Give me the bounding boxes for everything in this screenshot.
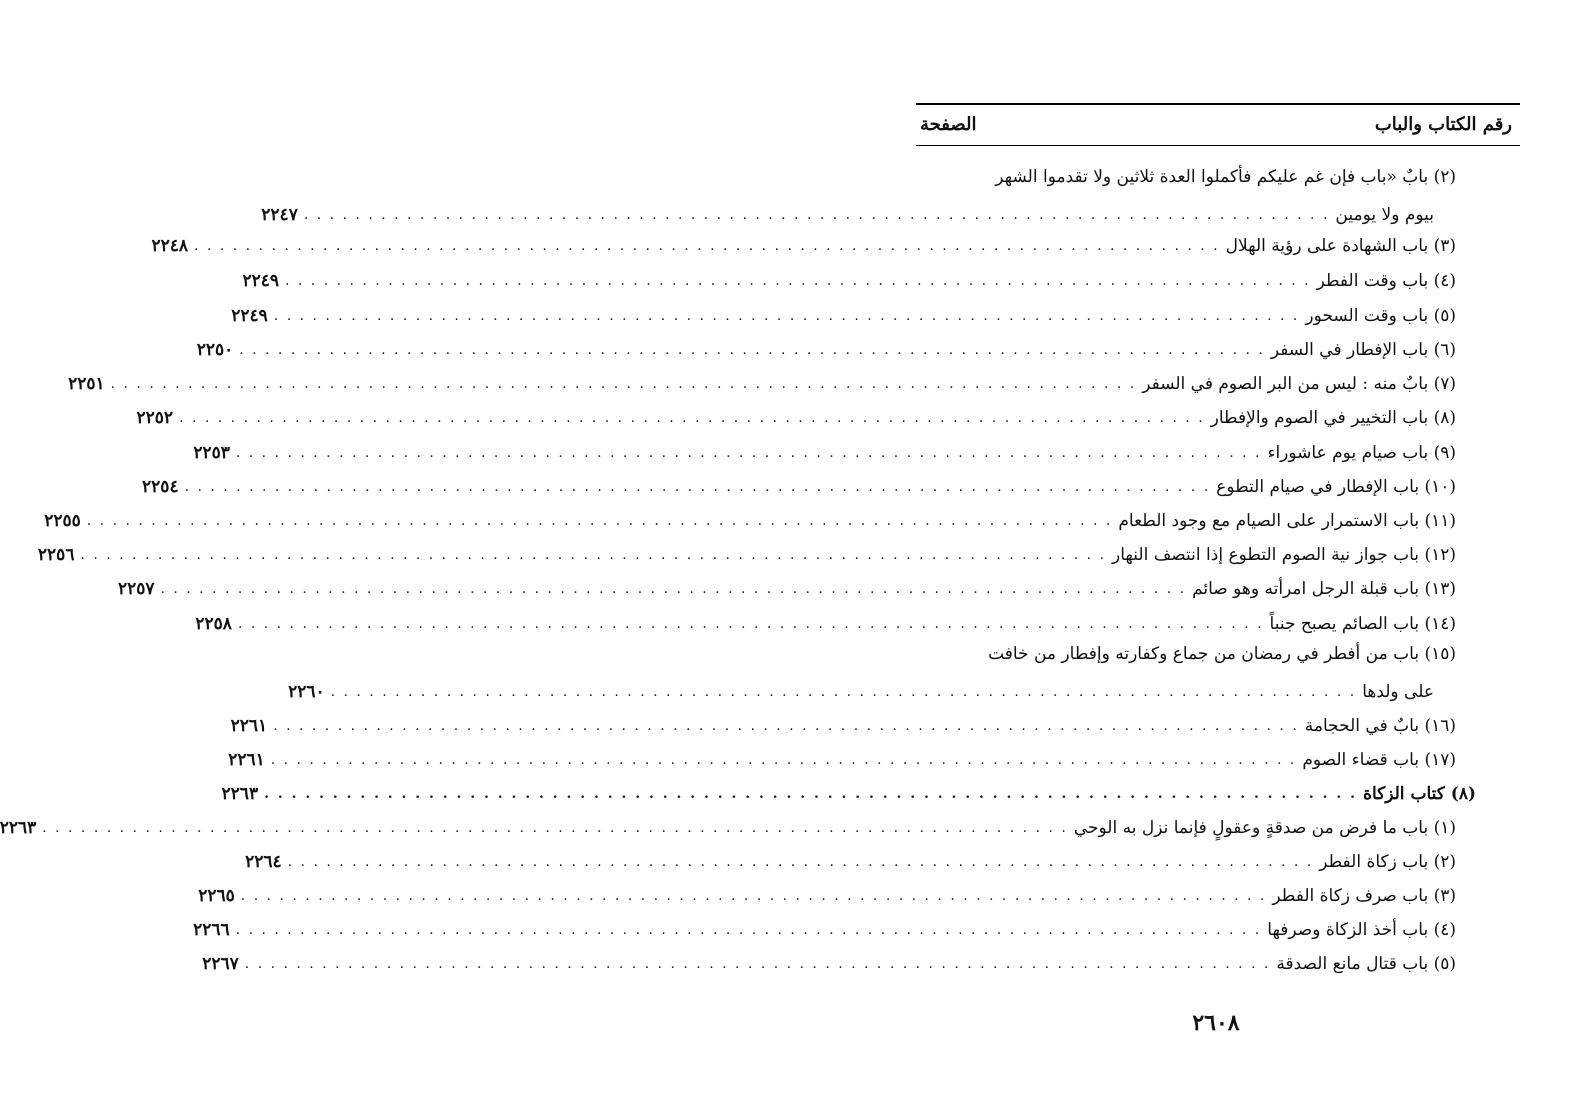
leader-dots: . . . . . . . . . . . . . . . . . . . . . . . . . . . . . . . . . . . . . . . . . . . . . . . . . . . . . . . . . . . . . . . . . . . . . . . . . . . . . . . .: [303, 207, 1330, 223]
toc-entry-page: ٢٢٤٨: [151, 236, 189, 256]
toc-entry: [0, 814, 1456, 842]
toc-entry: [202, 950, 1456, 978]
leader-dots: . . . . . . . . . . . . . . . . . . . . . . . . . . . . . . . . . . . . . . . . . . . . . . . . . . . . . . . . . . . . . . . . . . . . . . . . . . . . . . . .: [270, 752, 1297, 768]
toc-entry-title: (١٤) باب الصائم يصبح جنباً: [1269, 614, 1456, 634]
toc-entry-page: ٢٢٥٧: [117, 579, 155, 599]
toc-entry: [242, 267, 1456, 295]
toc-entry: [198, 882, 1456, 910]
toc-entry: [37, 541, 1456, 569]
toc-entry-title: (١٠) باب الإفطار في صيام التطوع: [1216, 477, 1456, 497]
leader-dots: . . . . . . . . . . . . . . . . . . . . . . . . . . . . . . . . . . . . . . . . . . . . . . . . . . . . . . . . . . . . . . . . . . . . . . . . . . . . . . . .: [273, 718, 1299, 734]
toc-entry-page: ٢٢٦٦: [193, 920, 230, 940]
toc-entry-title: (٤) باب أخذ الزكاة وصرفها: [1267, 920, 1456, 940]
toc-entry: [196, 336, 1456, 364]
toc-entry: [245, 848, 1456, 876]
toc-entry-page: ٢٢٦٠: [288, 682, 325, 702]
leader-dots: . . . . . . . . . . . . . . . . . . . . . . . . . . . . . . . . . . . . . . . . . . . . . . . . . . . . . . . . . . . . . . . . . . . . . . . . . . . . . . . .: [330, 684, 1357, 700]
toc-entry: [68, 370, 1456, 398]
toc-entry: [151, 232, 1456, 260]
header-book-chapter-label: رقم الكتاب والباب: [1374, 114, 1512, 135]
toc-entry-page: ٢٢٥١: [68, 374, 105, 394]
toc-entry-title: (١٦) بابٌ في الحجامة: [1304, 716, 1456, 736]
toc-entry-page: ٢٢٥٠: [196, 340, 234, 360]
toc-entry: [136, 404, 1456, 432]
leader-dots: . . . . . . . . . . . . . . . . . . . . . . . . . . . . . . . . . . . . . . . . . . . . . . . . . . . . . . . . . . . . . . . . . . . . . . . . . . . . . . . .: [110, 376, 1137, 392]
toc-entry-title: (١٧) باب قضاء الصوم: [1302, 750, 1456, 770]
toc-entry: [193, 439, 1456, 467]
toc-entry-page: ٢٢٦٧: [202, 954, 239, 974]
toc-entry-title: (١٢) باب جواز نية الصوم التطوع إذا انتصف النهار: [1112, 545, 1456, 565]
toc-entry-title: (٧) بابٌ منه : ليس من البر الصوم في السفر: [1142, 374, 1456, 394]
leader-dots: . . . . . . . . . . . . . . . . . . . . . . . . . . . . . . . . . . . . . . . . . . . . . . . . . . . . . . . . . . . . . . . . . . . . . . . . . . . . . . . .: [184, 479, 1211, 495]
header-rule: [916, 145, 1520, 146]
leader-dots: . . . . . . . . . . . . . . . . . . . . . . . . . . . . . . . . . . . . . . . . . . . . . . . . . . . . . . . . . . . . . . . . . . . . . . . . . . . . . . . .: [237, 616, 1264, 632]
header-page-label: الصفحة: [920, 114, 977, 135]
toc-entry-page: ٢٢٦١: [228, 750, 265, 770]
leader-dots: . . . . . . . . . . . . . . . . . . . . . . . . . . . . . . . . . . . . . . . . . . . . . . . . . . . . . . . . . . . . . . . . . . . . . . . . . . . . . . . .: [194, 238, 1220, 254]
toc-entry-title: (١) باب ما فرض من صدقةٍ وعقولٍ فإنما نزل به الوحي: [1073, 818, 1456, 838]
toc-entry-title: (٨) كتاب الزكاة: [1363, 784, 1476, 804]
leader-dots: . . . . . . . . . . . . . . . . . . . . . . . . . . . . . . . . . . . . . . . . . . . . . . . . . . . . . . . . . . . . . . . . . . . . . . . . . . . . . . . .: [240, 888, 1267, 904]
toc-entry-title: (٨) باب التخيير في الصوم والإفطار: [1210, 408, 1456, 428]
toc-entry: [230, 712, 1456, 740]
leader-dots: . . . . . . . . . . . . . . . . . . . . . . . . . . . . . . . . . . . . . . . . . . . . . . . . . . . . . . . . . . . . . . . . . . . . . . . . . . . . . . . .: [244, 956, 1271, 972]
toc-entry: [228, 746, 1456, 774]
toc-entry: [142, 473, 1456, 501]
toc-entry-page: ٢٢٥٦: [37, 545, 75, 565]
toc-entry-title: (٣) باب الشهادة على رؤية الهلال: [1225, 236, 1456, 256]
toc-entry: [44, 507, 1456, 535]
toc-entry-title: (١٣) باب قبلة الرجل امرأته وهو صائم: [1192, 579, 1456, 599]
toc-entry-page: ٢٢٥٥: [44, 511, 81, 531]
toc-entry-title: (٤) باب وقت الفطر: [1316, 271, 1456, 291]
leader-dots: . . . . . . . . . . . . . . . . . . . . . . . . . . . . . . . . . . . . . . . . . . . . . . . . . . . . . . . . . . . . . . . . . . . . . . . . . . . . . . . .: [285, 273, 1311, 289]
toc-entry-page: ٢٢٦٥: [198, 886, 235, 906]
leader-dots: . . . . . . . . . . . . . . . . . . . . . . . . . . . . . . . . . . . . . . . . . . . . . . . . . . . . . . . . . . . . . . . . . . . . . . . . . . . . . . . .: [42, 820, 1068, 836]
toc-entry: [117, 575, 1456, 603]
toc-entry-page: ٢٢٦٣: [0, 818, 37, 838]
leader-dots: . . . . . . . . . . . . . . . . . . . . . . . . . . . . . . . . . . . . . . . . . . . . . . . . . . . . . . . . . . . . . . . . . . . . . . . . . . . . . . . .: [179, 410, 1205, 426]
toc-entry-title: (٢) باب زكاة الفطر: [1319, 852, 1456, 872]
leader-dots: . . . . . . . . . . . . . . . . . . . . . . . . . . . . . . . . . . . . . . . . . . . . . . . . . . . . . . . . . . . . . . . . . . . . . . . . . . . . . . . .: [80, 547, 1107, 563]
leader-dots: . . . . . . . . . . . . . . . . . . . . . . . . . . . . . . . . . . . . . . . . . . . . . . . . . . . . . . . . . . . . . . . . . . . . . . . . . . . . . . . .: [273, 308, 1300, 324]
leader-dots: . . . . . . . . . . . . . . . . . . . . . . . . . . . . . . . . . . . . . . . . . . . . . . . . . . . . . . . . . . . . . . . . . . . . . . . . . . . . . . . .: [160, 581, 1187, 597]
leader-dots: . . . . . . . . . . . . . . . . . . . . . . . . . . . . . . . . . . . . . . . . . . . . . . . . . . . . . . . . . . . . . . . . . . . . . . . . . . . . . . . .: [235, 922, 1262, 938]
toc-entry-title: (٦) باب الإفطار في السفر: [1270, 340, 1456, 360]
toc-entry-title: على ولدها: [1362, 682, 1434, 702]
leader-dots: . . . . . . . . . . . . . . . . . . . . . . . . . . . . . . . . . . . . . . . . . . . . . . . . . . . . . . . . . . . . . . . . . . . . . . . . . . . . . . . .: [287, 854, 1314, 870]
toc-entry: [195, 610, 1456, 638]
toc-entry: [231, 302, 1456, 330]
toc-entry-page: ٢٢٥٣: [193, 443, 230, 463]
toc-entry-page: ٢٢٥٨: [195, 614, 232, 634]
page-number: ٢٦٠٨: [1192, 1010, 1240, 1036]
top-rule: [916, 103, 1520, 105]
toc-entry-page: ٢٢٦١: [230, 716, 268, 736]
toc-entry-page: ٢٢٦٤: [245, 852, 282, 872]
toc-entry-title: (١١) باب الاستمرار على الصيام مع وجود الطعام: [1118, 511, 1456, 531]
toc-entry-first-line: (٢) بابٌ «باب فإن غم عليكم فأكملوا العدة ثلاثين ولا تقدموا الشهر: [995, 167, 1456, 187]
toc-entry: [261, 201, 1456, 229]
leader-dots: . . . . . . . . . . . . . . . . . . . . . . . . . . . . . . . . . . . . . . . . . . . . . . . . . . . . . . . . . . . . . . . . . . . . . . . . . . . . . . . .: [264, 786, 1358, 802]
toc-entry-title: (٥) باب قتال مانع الصدقة: [1276, 954, 1456, 974]
toc-entry-title: (٥) باب وقت السحور: [1305, 306, 1456, 326]
toc-entry-title: (٩) باب صيام يوم عاشوراء: [1267, 443, 1456, 463]
toc-entry: [288, 678, 1456, 706]
toc-book-entry: [221, 780, 1476, 808]
toc-entry-page: ٢٢٥٢: [136, 408, 174, 428]
toc-entry-page: ٢٢٤٩: [242, 271, 279, 291]
toc-entry-first-line: (١٥) باب من أفطر في رمضان من جماع وكفارته وإفطار من خافت: [988, 644, 1456, 664]
toc-entry: [193, 916, 1456, 944]
leader-dots: . . . . . . . . . . . . . . . . . . . . . . . . . . . . . . . . . . . . . . . . . . . . . . . . . . . . . . . . . . . . . . . . . . . . . . . . . . . . . . . .: [239, 342, 1265, 358]
toc-entry-page: ٢٢٤٩: [231, 306, 268, 326]
toc-entry-title: بيوم ولا يومين: [1335, 205, 1434, 225]
leader-dots: . . . . . . . . . . . . . . . . . . . . . . . . . . . . . . . . . . . . . . . . . . . . . . . . . . . . . . . . . . . . . . . . . . . . . . . . . . . . . . . .: [235, 445, 1262, 461]
toc-entry-title: (٣) باب صرف زكاة الفطر: [1272, 886, 1456, 906]
toc-entry-page: ٢٢٤٧: [261, 205, 298, 225]
leader-dots: . . . . . . . . . . . . . . . . . . . . . . . . . . . . . . . . . . . . . . . . . . . . . . . . . . . . . . . . . . . . . . . . . . . . . . . . . . . . . . . .: [86, 513, 1113, 529]
toc-entry-page: ٢٢٥٤: [142, 477, 179, 497]
toc-entry-page: ٢٢٦٣: [221, 784, 259, 804]
